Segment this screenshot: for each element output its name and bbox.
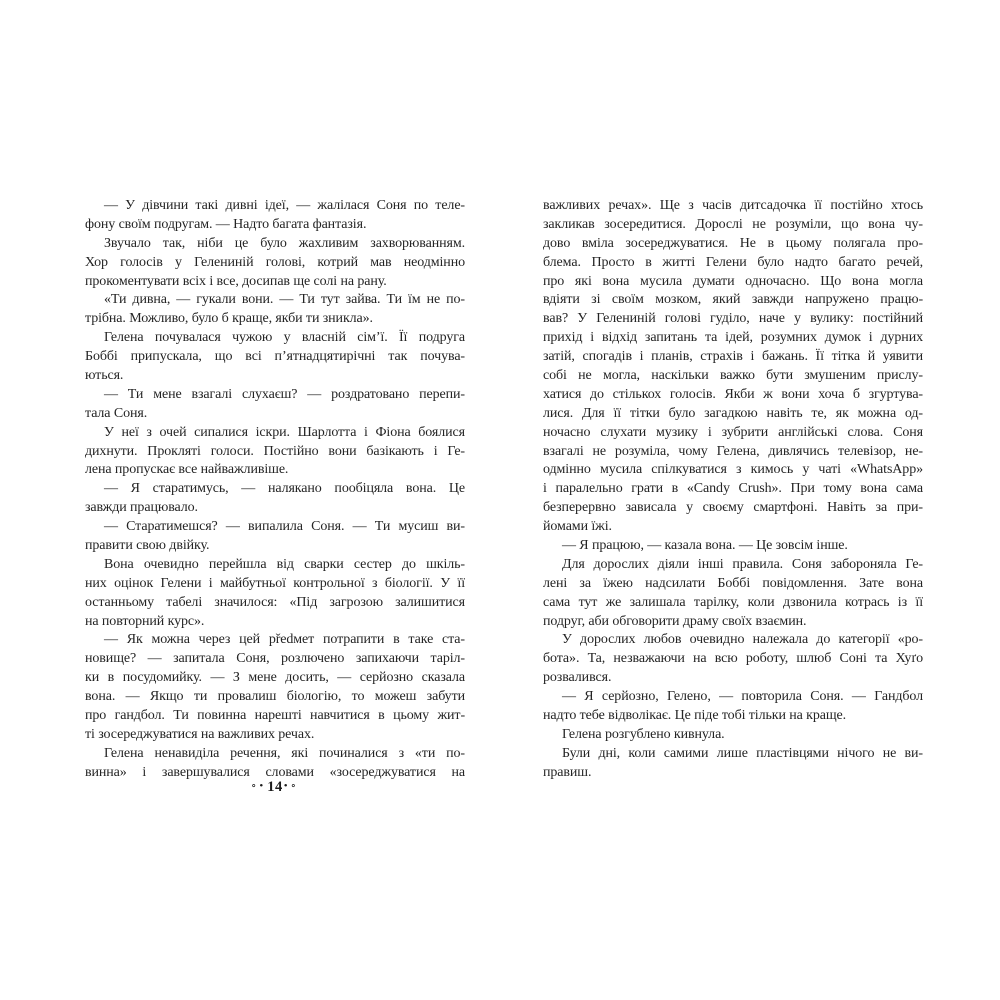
text-line: — Старатимешся? — випалила Соня. — Ти мусиш ви- <box>104 519 465 535</box>
footer-ornament-right: •∘ <box>283 780 299 792</box>
text-line: лися. Для її тітки було загадкою навіть те, як можна од- <box>543 405 923 421</box>
text-line: винна» і завершувалися словами «зосереджуватися на <box>85 764 465 780</box>
text-line: взагалі не розуміла, чому Гелена, дивлячись телевізор, не- <box>543 443 923 459</box>
text-column-left <box>85 197 465 783</box>
text-line: — Ти мене взагалі слухаєш? — роздратовано перепи- <box>104 386 465 402</box>
text-line: безперервно зависала у своєму смартфоні. Навіть за при- <box>543 500 923 516</box>
text-line: закликав зосередитися. Дорослі не розуміли, що вона чу- <box>543 216 923 232</box>
text-line: розвалився. <box>543 670 612 686</box>
footer-ornament-left: ∘• <box>251 780 267 792</box>
text-line: новище? — запитала Соня, розлючено запихаючи таріл- <box>85 651 465 667</box>
text-line: сама тут же залишала тарілку, коли дзвонила котрась із її <box>543 594 923 610</box>
text-line: ються. <box>85 368 124 384</box>
text-line: У дорослих любов очевидно належала до категорії «ро- <box>562 632 923 648</box>
text-line: на повторний курс». <box>85 613 205 629</box>
text-line: йомами їжі. <box>543 519 612 535</box>
text-line: Були дні, коли самими лише пластівцями нічого не ви- <box>562 745 923 761</box>
text-line: ті зосереджуватися на важливих речах. <box>85 726 315 742</box>
text-line: вона. — Якщо ти провалиш біологію, то можеш забути <box>85 689 465 705</box>
text-line: Для дорослих діяли інші правила. Соня забороняла Ге- <box>562 556 923 572</box>
text-line: дово вміла зосереджуватися. Не в цьому полягала про- <box>543 235 923 251</box>
text-line: надто тебе відволікає. Це піде тобі тільки на краще. <box>543 708 847 724</box>
text-line: блема. Просто в житті Гелени було надто багато речей, <box>543 254 923 270</box>
text-line: про які вона мусила думати одночасно. Що вона могла <box>543 273 923 289</box>
text-line: собі не могла, наскільки важко бути змушеним прислу- <box>543 368 923 384</box>
text-line: прихід і відхід запитань та ідей, розумних думок і дурних <box>543 330 923 346</box>
text-column-right <box>543 197 923 783</box>
text-line: Боббі припускала, що всі п’ятнадцятирічні так почува- <box>85 349 465 365</box>
text-line: них оцінок Гелени і майбутньої контрольної з біології. У її <box>85 575 465 591</box>
text-line: Гелена ненавиділа речення, які починалися з «ти по- <box>104 745 465 761</box>
page-footer <box>85 778 465 796</box>
text-line: подруг, аби обговорити драму своїх взаємин. <box>543 613 807 629</box>
text-line: ки в посудомийку. — З мене досить, — серйозно сказала <box>85 670 465 686</box>
text-line: Звучало так, ніби це було жахливим захворюванням. <box>104 235 465 251</box>
text-line: Вона очевидно перейшла від сварки сестер до шкіль- <box>104 556 465 572</box>
text-line: і паралельно грати в «Candy Crush». При тому вона сама <box>543 481 923 497</box>
text-line: хатися до стількох голосів. Якби ж вони хоча б згуртува- <box>543 386 923 402</box>
text-line: тала Соня. <box>85 405 148 421</box>
text-line: У неї з очей сипалися іскри. Шарлотта і Фіона боялися <box>104 424 465 440</box>
text-line: ночасно слухати музику і зубрити англійські слова. Соня <box>543 424 923 440</box>
text-line: дихнути. Прокляті голоси. Постійно вони базікають і Ге- <box>85 443 465 459</box>
text-line: бота». Та, незважаючи на всю роботу, шлюб Соні та Хуґо <box>543 651 923 667</box>
text-line: вав? У Гелениній голові гуділо, наче у вулику: постійний <box>543 311 923 327</box>
text-line: завжди працювало. <box>85 500 198 516</box>
text-line: — Я працюю, — казала вона. — Це зовсім інше. <box>562 538 848 554</box>
text-line: важливих речах». Ще з часів дитсадочка її постійно хтось <box>543 198 923 213</box>
text-line: — Я старатимусь, — налякано пообіцяла вона. Це <box>104 481 465 497</box>
text-line: правиш. <box>543 764 592 780</box>
text-line: фону своїм подругам. — Надто багата фантазія. <box>85 216 367 232</box>
text-line: про гандбол. Ти повинна нарешті навчитися в цьому жит- <box>85 708 465 724</box>
text-line: — У дівчини такі дивні ідеї, — жалілася Соня по теле- <box>104 198 465 213</box>
text-line: правити свою двійку. <box>85 538 210 554</box>
text-line: «Ти дивна, — гукали вони. — Ти тут зайва. Ти їм не по- <box>104 292 465 308</box>
text-line: Гелена почувалася чужою у власній сім’ї. Її подруга <box>104 330 465 346</box>
text-line: лені за їжею надсилати Боббі повідомлення. Зате вона <box>543 575 923 591</box>
text-line: Гелена розгублено кивнула. <box>562 726 725 742</box>
text-line: лена пропускає все найважливіше. <box>85 462 289 478</box>
text-line: вдіяти зі своїм мозком, який завжди напружено працю- <box>543 292 923 308</box>
text-line: — Я серйозно, Гелено, — повторила Соня. — Гандбол <box>562 689 923 705</box>
text-line: одмінно мусила спілкуватися з кимось у чаті «WhatsApp» <box>543 462 923 478</box>
text-line: останньому табелі значилося: «Під загрозою залишитися <box>85 594 465 610</box>
page-number: 14 <box>267 779 283 795</box>
text-line: трібна. Можливо, було б краще, якби ти зникла». <box>85 311 373 327</box>
text-line: Хор голосів у Гелениній голові, котрий мав неодмінно <box>85 254 465 270</box>
text-line: затій, спогадів і планів, страхів і бажань. Її тітка й уявити <box>543 349 923 365</box>
text-line: прокоментувати всіх і все, досипав ще солі на рану. <box>85 273 387 289</box>
text-line: — Як можна через цей předмет потрапити в таке ста- <box>104 632 465 648</box>
